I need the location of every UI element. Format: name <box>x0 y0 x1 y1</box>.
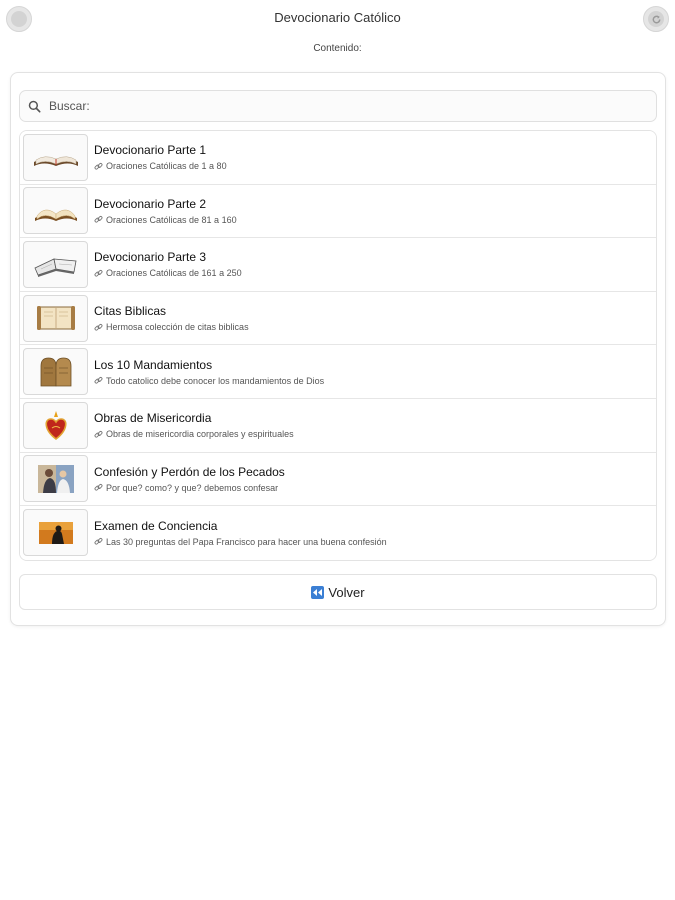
confession-photo-icon <box>30 460 82 498</box>
item-description: Todo catolico debe conocer los mandamientos de Dios <box>106 375 325 386</box>
search-bar[interactable] <box>19 90 657 122</box>
item-thumbnail <box>23 455 88 502</box>
item-title: Citas Biblicas <box>94 304 167 319</box>
rewind-icon <box>311 586 324 599</box>
item-thumbnail <box>23 348 88 395</box>
item-title: Confesión y Perdón de los Pecados <box>94 464 285 479</box>
open-book-icon <box>30 245 82 283</box>
refresh-icon <box>648 11 664 27</box>
link-icon <box>94 323 103 332</box>
item-description: Oraciones Católicas de 1 a 80 <box>106 161 227 172</box>
item-title: Devocionario Parte 3 <box>94 250 207 265</box>
stone-tablets-icon <box>30 353 82 391</box>
refresh-button[interactable] <box>643 6 669 32</box>
link-icon <box>94 430 103 439</box>
content-list <box>19 130 657 561</box>
list-item[interactable] <box>20 453 656 507</box>
item-description: Las 30 preguntas del Papa Francisco para hacer una buena confesión <box>106 536 387 547</box>
open-bible-icon <box>30 192 82 230</box>
item-title: Devocionario Parte 2 <box>94 196 207 211</box>
search-icon <box>28 100 41 113</box>
link-icon <box>94 376 103 385</box>
list-item[interactable] <box>20 185 656 239</box>
link-icon <box>94 269 103 278</box>
item-title: Examen de Conciencia <box>94 518 218 533</box>
item-description: Oraciones Católicas de 81 a 160 <box>106 214 237 225</box>
item-description: Obras de misericordia corporales y espirituales <box>106 429 294 440</box>
item-title: Devocionario Parte 1 <box>94 143 207 158</box>
item-thumbnail <box>23 241 88 288</box>
top-bar <box>0 0 675 36</box>
item-description: Oraciones Católicas de 161 a 250 <box>106 268 242 279</box>
list-item[interactable] <box>20 238 656 292</box>
list-item[interactable] <box>20 131 656 185</box>
back-button-label: Volver <box>328 584 365 600</box>
item-description: Por quе? como? y quе? debemos confesar <box>106 482 279 493</box>
app-title: Devocionario Católico <box>274 10 401 25</box>
list-item[interactable] <box>20 345 656 399</box>
content-panel <box>10 72 666 626</box>
scroll-book-icon <box>30 299 82 337</box>
page-subtitle: Contenido: <box>313 43 362 54</box>
link-icon <box>94 162 103 171</box>
open-bible-icon <box>30 138 82 176</box>
item-description: Hermosa colección de citas biblicas <box>106 322 249 333</box>
list-item[interactable] <box>20 292 656 346</box>
list-item[interactable] <box>20 399 656 453</box>
item-thumbnail <box>23 295 88 342</box>
item-thumbnail <box>23 134 88 181</box>
back-button[interactable] <box>19 574 657 610</box>
link-icon <box>94 215 103 224</box>
link-icon <box>94 483 103 492</box>
item-title: Los 10 Mandamientos <box>94 357 213 372</box>
item-thumbnail <box>23 402 88 449</box>
sacred-heart-icon <box>30 406 82 444</box>
link-icon <box>94 537 103 546</box>
item-thumbnail <box>23 509 88 556</box>
item-thumbnail <box>23 187 88 234</box>
list-item[interactable] <box>20 506 656 560</box>
item-title: Obras de Misericordia <box>94 411 212 426</box>
search-input[interactable] <box>49 99 629 113</box>
prayer-photo-icon <box>30 514 82 552</box>
